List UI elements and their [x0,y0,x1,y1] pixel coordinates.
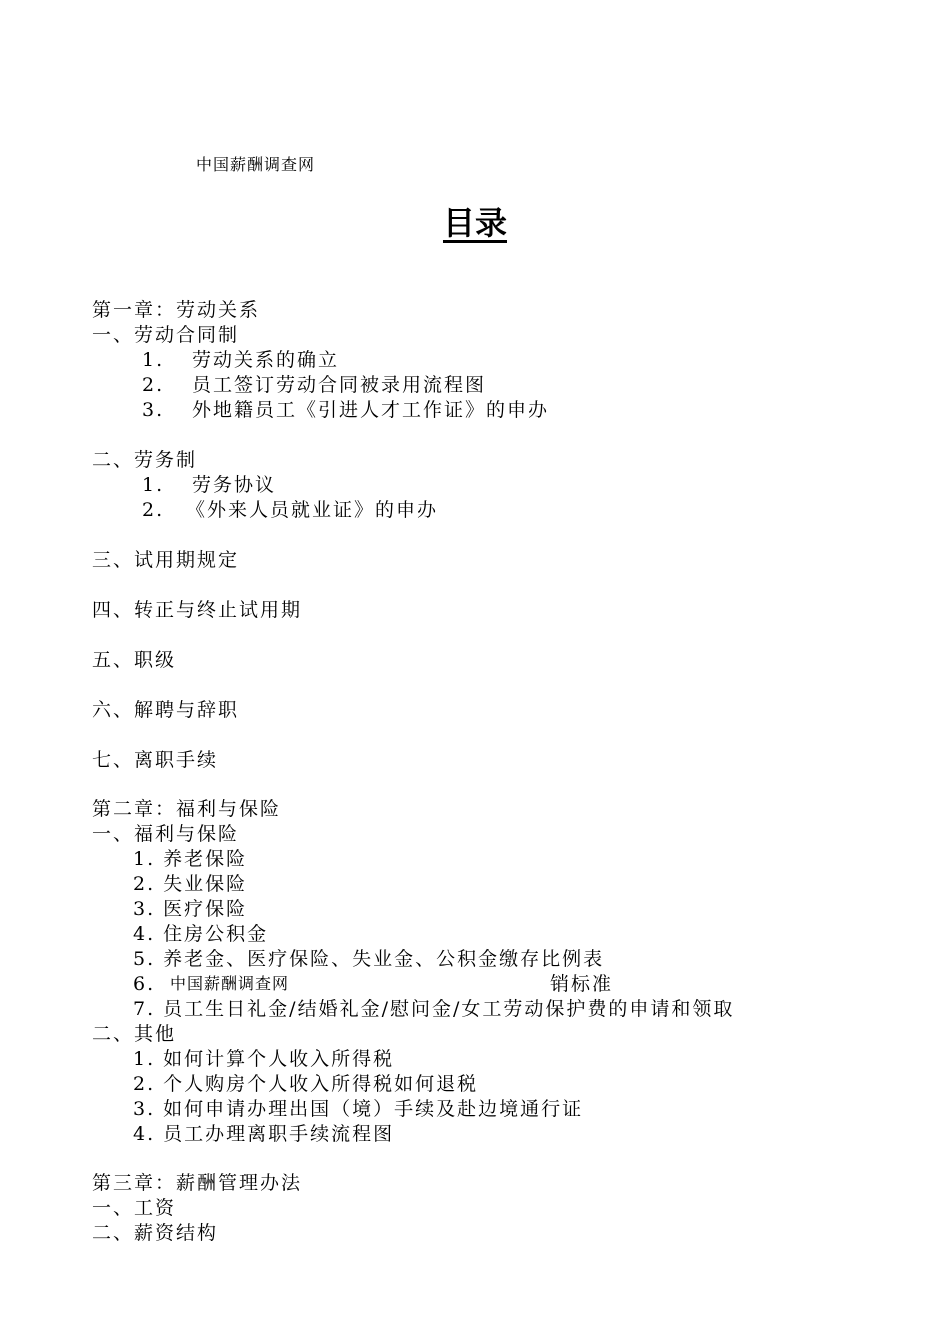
toc-item-rate-table[interactable]: 5. 养老金、医疗保险、失业金、公积金缴存比例表 [133,948,605,970]
toc-section-other[interactable]: 二、其他 [92,1023,177,1045]
toc-section-salary-structure[interactable]: 二、薪资结构 [92,1222,219,1244]
toc-section-job-level[interactable]: 五、职级 [92,649,177,671]
toc-item-number: 2. [142,374,165,396]
toc-section-leaving[interactable]: 七、离职手续 [92,749,219,771]
header-site-name: 中国薪酬调查网 [196,155,316,174]
toc-item-employment-permit[interactable]: 《外来人员就业证》的申办 [186,499,439,521]
toc-item-number: 2. [142,499,165,521]
toc-section-labor-contract[interactable]: 一、劳动合同制 [92,324,240,346]
toc-item-labor-relation[interactable]: 劳动关系的确立 [192,349,340,371]
toc-section-welfare[interactable]: 一、福利与保险 [92,823,240,845]
toc-item-number: 1. [142,349,165,371]
toc-item-number: 3. [142,399,165,421]
toc-item-travel-permit[interactable]: 3. 如何申请办理出国（境）手续及赴边境通行证 [133,1098,584,1120]
watermark-site-name: 中国薪酬调查网 [156,972,548,996]
toc-item-number: 6. [133,973,156,995]
toc-section-labor-service[interactable]: 二、劳务制 [92,449,198,471]
toc-item-tax-refund[interactable]: 2. 个人购房个人收入所得税如何退税 [133,1073,479,1095]
page-title: 目录 [442,204,507,242]
toc-item-unemployment[interactable]: 2. 失业保险 [133,873,248,895]
toc-item-talent-permit[interactable]: 外地籍员工《引进人才工作证》的申办 [192,399,550,421]
toc-item-contract-flowchart[interactable]: 员工签订劳动合同被录用流程图 [192,374,487,396]
toc-chapter-3[interactable]: 第三章：薪酬管理办法 [92,1172,303,1194]
toc-section-dismissal[interactable]: 六、解聘与辞职 [92,699,240,721]
toc-item-leaving-flowchart[interactable]: 4. 员工办理离职手续流程图 [133,1123,395,1145]
toc-item-medical[interactable]: 3. 医疗保险 [133,898,248,920]
toc-item-income-tax[interactable]: 1. 如何计算个人收入所得税 [133,1048,395,1070]
toc-item-allowances[interactable]: 7. 员工生日礼金/结婚礼金/慰问金/女工劳动保护费的申请和领取 [133,998,735,1020]
toc-item-number: 1. [142,474,165,496]
toc-chapter-2[interactable]: 第二章：福利与保险 [92,798,282,820]
toc-item-reimbursement-tail[interactable]: 销标准 [550,973,614,995]
toc-section-wages[interactable]: 一、工资 [92,1197,177,1219]
toc-section-confirmation[interactable]: 四、转正与终止试用期 [92,599,303,621]
toc-item-pension[interactable]: 1. 养老保险 [133,848,248,870]
toc-chapter-1[interactable]: 第一章：劳动关系 [92,299,261,321]
toc-section-probation[interactable]: 三、试用期规定 [92,549,240,571]
toc-item-service-agreement[interactable]: 劳务协议 [192,474,277,496]
toc-item-housing-fund[interactable]: 4. 住房公积金 [133,923,269,945]
